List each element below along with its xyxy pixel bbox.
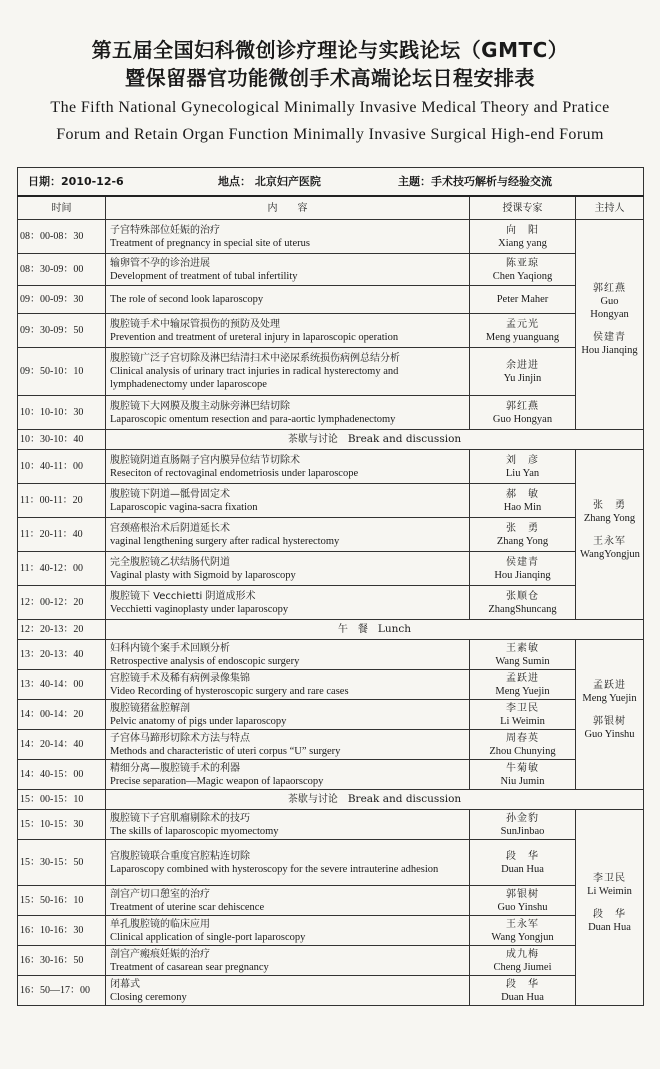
speaker-cell bbox=[470, 946, 576, 976]
session-time: 13：40-14：00 bbox=[18, 670, 106, 700]
break-label-en: Break and discussion bbox=[347, 793, 462, 805]
session-title-zh: 腹腔镜下阴道—骶骨固定术 bbox=[110, 488, 230, 500]
session-title-en: Laparoscopic vagina-sacra fixation bbox=[110, 501, 258, 513]
session-content bbox=[106, 840, 470, 886]
session-content bbox=[106, 760, 470, 790]
session-time: 11：00-11：20 bbox=[18, 484, 106, 518]
info-date: 日期：2010-12-6 bbox=[28, 175, 124, 188]
session-time: 15：10-15：30 bbox=[18, 810, 106, 840]
speaker-name-zh: 王素敏 bbox=[506, 642, 539, 654]
info-place: 地点： 北京妇产医院 bbox=[218, 175, 321, 188]
session-content bbox=[106, 518, 470, 552]
speaker-name-zh: 孟跃进 bbox=[506, 672, 539, 684]
session-title-zh: 腹腔镜阴道直肠隔子宫内膜异位结节切除术 bbox=[110, 454, 300, 466]
speaker-name-zh: 段 华 bbox=[506, 850, 539, 862]
speaker-name-zh: 段 华 bbox=[506, 978, 539, 990]
host-name-en: Zhang Yong bbox=[583, 512, 636, 524]
host-name-en: Li Weimin bbox=[587, 885, 632, 897]
session-time: 08：00-08：30 bbox=[18, 220, 106, 254]
table-row bbox=[18, 760, 644, 790]
session-time: 11：40-12：00 bbox=[18, 552, 106, 586]
session-time: 10：30-10：40 bbox=[18, 430, 106, 450]
session-content bbox=[106, 450, 470, 484]
speaker-cell bbox=[470, 976, 576, 1006]
table-row bbox=[18, 946, 644, 976]
speaker-name-en: ZhangShuncang bbox=[488, 603, 557, 615]
session-content bbox=[106, 886, 470, 916]
speaker-cell bbox=[470, 916, 576, 946]
speaker-name-en: Hou Jianqing bbox=[494, 569, 551, 581]
speaker-name-en: Wang Yongjun bbox=[491, 931, 554, 943]
session-content bbox=[106, 810, 470, 840]
session-title-zh: 单孔腹腔镜的临床应用 bbox=[110, 918, 210, 930]
speaker-name-zh: 郭银树 bbox=[506, 888, 539, 900]
session-title-en: Treatment of casarean sear pregnancy bbox=[110, 961, 269, 973]
table-row bbox=[18, 450, 644, 484]
host-name-en: Hou Jianqing bbox=[581, 345, 638, 356]
session-content bbox=[106, 586, 470, 620]
speaker-name-en: Peter Maher bbox=[496, 294, 549, 305]
session-title-zh: 子宫特殊部位妊娠的治疗 bbox=[110, 224, 220, 236]
break-row bbox=[18, 620, 644, 640]
session-content bbox=[106, 552, 470, 586]
session-time: 14：00-14：20 bbox=[18, 700, 106, 730]
session-content bbox=[106, 640, 470, 670]
speaker-cell bbox=[470, 810, 576, 840]
speaker-name-en: Chen Yaqiong bbox=[492, 270, 553, 282]
speaker-name-en: Yu Jinjin bbox=[503, 372, 542, 384]
info-theme: 主题：手术技巧解析与经验交流 bbox=[398, 175, 552, 188]
session-time: 14：40-15：00 bbox=[18, 760, 106, 790]
host-name-en: Duan Hua bbox=[588, 921, 631, 933]
speaker-name-zh: 孙金豹 bbox=[506, 812, 539, 824]
session-content bbox=[106, 670, 470, 700]
host-name-zh: 王永军 bbox=[593, 535, 626, 547]
session-time: 16：10-16：30 bbox=[18, 916, 106, 946]
session-time: 11：20-11：40 bbox=[18, 518, 106, 552]
table-row bbox=[18, 552, 644, 586]
break-label-en: Break and discussion bbox=[347, 433, 462, 445]
host-name-zh: 李卫民 bbox=[593, 872, 626, 884]
title-en-line-1: The Fifth National Gynecological Minimally Invasive Medical Theory and Pratice bbox=[50, 99, 610, 116]
speaker-name-en: Guo Hongyan bbox=[492, 413, 553, 425]
speaker-name-en: Zhang Yong bbox=[496, 535, 549, 547]
host-name-zh: 孟跃进 bbox=[593, 679, 626, 691]
speaker-cell bbox=[470, 886, 576, 916]
speaker-name-en: Cheng Jiumei bbox=[493, 961, 552, 973]
table-row bbox=[18, 314, 644, 348]
session-time: 12：00-12：20 bbox=[18, 586, 106, 620]
speaker-name-zh: 孟元光 bbox=[506, 318, 539, 330]
speaker-name-zh: 周春英 bbox=[506, 732, 539, 744]
session-title-zh: 输卵管不孕的诊治进展 bbox=[110, 257, 210, 269]
session-title-en: Laparoscopy combined with hysteroscopy for the severe intrauterine adhesion bbox=[110, 863, 439, 875]
schedule-table bbox=[17, 167, 644, 1006]
break-label-zh: 午 餐 bbox=[337, 624, 368, 635]
speaker-name-zh: 张 勇 bbox=[506, 522, 539, 534]
session-title-zh: 腹腔镜猪盆腔解剖 bbox=[110, 702, 190, 714]
break-row bbox=[18, 790, 644, 810]
speaker-name-zh: 郭红燕 bbox=[506, 400, 539, 412]
session-title-zh: 腹腔镜手术中输尿管损伤的预防及处理 bbox=[110, 318, 280, 330]
session-time: 12：20-13：20 bbox=[18, 620, 106, 640]
break-label-zh: 茶歇与讨论 bbox=[287, 434, 338, 445]
session-time: 08：30-09：00 bbox=[18, 254, 106, 286]
session-content bbox=[106, 730, 470, 760]
table-row bbox=[18, 586, 644, 620]
session-title-zh: 完全腹腔镜乙状结肠代阴道 bbox=[110, 556, 230, 568]
info-cell bbox=[18, 168, 644, 197]
speaker-cell bbox=[470, 552, 576, 586]
column-header-row bbox=[18, 196, 644, 220]
session-title-en: Vaginal plasty with Sigmoid by laparoscopy bbox=[110, 569, 296, 581]
session-time: 16：50—17：00 bbox=[18, 976, 106, 1006]
table-row bbox=[18, 640, 644, 670]
session-title-en: The skills of laparoscopic myomectomy bbox=[110, 825, 279, 837]
session-title-en: Video Recording of hysteroscopic surgery and rare cases bbox=[110, 685, 349, 697]
host-cell bbox=[576, 810, 644, 1006]
table-row bbox=[18, 886, 644, 916]
session-title-en: Methods and characteristic of uteri corpus “U” surgery bbox=[110, 745, 341, 757]
session-title-en: The role of second look laparoscopy bbox=[110, 294, 264, 305]
session-time: 15：30-15：50 bbox=[18, 840, 106, 886]
speaker-name-zh: 郝 敏 bbox=[506, 488, 539, 500]
speaker-name-en: Guo Yinshu bbox=[497, 901, 548, 913]
speaker-name-zh: 张顺仓 bbox=[506, 590, 539, 602]
session-title-zh: 宫腹腔镜联合重度宫腔粘连切除 bbox=[110, 850, 250, 862]
info-row bbox=[18, 168, 644, 197]
speaker-cell bbox=[470, 396, 576, 430]
session-content bbox=[106, 314, 470, 348]
session-content bbox=[106, 916, 470, 946]
session-content bbox=[106, 946, 470, 976]
session-time: 16：30-16：50 bbox=[18, 946, 106, 976]
table-row bbox=[18, 840, 644, 886]
break-label bbox=[106, 430, 644, 450]
speaker-name-en: Niu Jumin bbox=[500, 775, 545, 787]
host-cell bbox=[576, 450, 644, 620]
speaker-name-en: SunJinbao bbox=[500, 825, 545, 837]
title-en-line-2: Forum and Retain Organ Function Minimally Invasive Surgical High-end Forum bbox=[56, 126, 604, 143]
session-title-zh: 子宫体马蹄形切除术方法与特点 bbox=[110, 732, 250, 744]
session-time: 09：00-09：30 bbox=[18, 286, 106, 314]
session-title-en: Vecchietti vaginoplasty under laparoscopy bbox=[110, 603, 289, 615]
break-row bbox=[18, 430, 644, 450]
session-content bbox=[106, 484, 470, 518]
speaker-cell bbox=[470, 314, 576, 348]
speaker-cell bbox=[470, 484, 576, 518]
speaker-cell bbox=[470, 760, 576, 790]
speaker-cell bbox=[470, 518, 576, 552]
session-title-zh: 宫腔镜手术及稀有病例录像集锦 bbox=[110, 672, 250, 684]
session-content bbox=[106, 396, 470, 430]
speaker-name-en: Liu Yan bbox=[505, 467, 540, 479]
session-title-en: Closing ceremony bbox=[110, 991, 187, 1003]
host-name-en: Guo Yinshu bbox=[584, 728, 635, 740]
speaker-name-zh: 王永军 bbox=[506, 918, 539, 930]
table-row bbox=[18, 484, 644, 518]
speaker-name-zh: 侯建青 bbox=[506, 556, 539, 568]
session-title-en: Development of treatment of tubal infertility bbox=[110, 270, 298, 282]
session-title-en: Precise separation—Magic weapon of lapaorscopy bbox=[110, 775, 324, 787]
speaker-cell bbox=[470, 348, 576, 396]
table-row bbox=[18, 670, 644, 700]
speaker-name-en: Duan Hua bbox=[501, 991, 544, 1003]
session-time: 13：20-13：40 bbox=[18, 640, 106, 670]
session-title-zh: 闭幕式 bbox=[110, 978, 140, 990]
speaker-name-zh: 牛菊敏 bbox=[506, 762, 539, 774]
host-cell bbox=[576, 640, 644, 790]
table-row bbox=[18, 916, 644, 946]
session-content bbox=[106, 286, 470, 314]
host-name-zh: 侯建青 bbox=[593, 332, 626, 343]
session-content bbox=[106, 348, 470, 396]
speaker-cell bbox=[470, 700, 576, 730]
host-name-zh: 郭红燕 bbox=[593, 283, 626, 294]
session-title-en: Retrospective analysis of endoscopic surgery bbox=[110, 655, 300, 667]
speaker-cell bbox=[470, 730, 576, 760]
session-title-zh: 腹腔镜下 Vecchietti 阴道成形术 bbox=[110, 590, 256, 602]
speaker-cell bbox=[470, 286, 576, 314]
session-time: 09：50-10：10 bbox=[18, 348, 106, 396]
schedule-body bbox=[18, 168, 644, 1006]
col-header-speaker: 授课专家 bbox=[470, 196, 576, 220]
speaker-name-en: Meng Yuejin bbox=[495, 685, 550, 697]
speaker-name-zh: 余进进 bbox=[506, 359, 539, 371]
host-name-zh: 段 华 bbox=[593, 908, 626, 920]
session-title-en: vaginal lengthening surgery after radical hysterectomy bbox=[110, 535, 340, 547]
session-title-en: Reseciton of rectovaginal endometriosis under laparoscope bbox=[110, 467, 359, 479]
speaker-name-zh: 李卫民 bbox=[506, 702, 539, 714]
session-content bbox=[106, 700, 470, 730]
speaker-cell bbox=[470, 254, 576, 286]
host-name-en: Meng Yuejin bbox=[582, 692, 637, 704]
speaker-name-zh: 陈亚琼 bbox=[506, 257, 539, 269]
table-row bbox=[18, 976, 644, 1006]
title-zh-line-2: 暨保留器官功能微创手术高端论坛日程安排表 bbox=[125, 66, 535, 90]
speaker-cell bbox=[470, 670, 576, 700]
table-row bbox=[18, 220, 644, 254]
session-title-en: Clinical analysis of urinary tract injuries in radical hysterectomy and lymphadenectomy under laparoscope bbox=[110, 366, 399, 390]
session-title-en: Pelvic anatomy of pigs under laparoscopy bbox=[110, 715, 287, 727]
session-title-zh: 精细分离—腹腔镜手术的利器 bbox=[110, 762, 240, 774]
session-title-zh: 腹腔镜下大网膜及腹主动脉旁淋巴结切除 bbox=[110, 400, 290, 412]
session-title-en: Prevention and treatment of ureteral injury in laparoscopic operation bbox=[110, 331, 399, 343]
session-title-zh: 腹腔镜广泛子宫切除及淋巴结清扫术中泌尿系统损伤病例总结分析 bbox=[110, 353, 400, 364]
session-title-en: Laparoscopic omentum resection and para-aortic lymphadenectomy bbox=[110, 413, 396, 425]
host-name-zh: 郭银树 bbox=[593, 715, 626, 727]
host-cell bbox=[576, 220, 644, 430]
speaker-name-en: Li Weimin bbox=[500, 715, 545, 727]
col-header-host: 主持人 bbox=[576, 196, 644, 220]
session-title-zh: 剖宫产瘢痕妊娠的治疗 bbox=[110, 948, 210, 960]
session-title-zh: 剖宫产切口憩室的治疗 bbox=[110, 888, 210, 900]
speaker-name-zh: 刘 彦 bbox=[506, 454, 539, 466]
session-time: 15：50-16：10 bbox=[18, 886, 106, 916]
speaker-name-en: Hao Min bbox=[503, 501, 542, 513]
session-title-zh: 腹腔镜下子宫肌瘤剔除术的技巧 bbox=[110, 812, 250, 824]
table-row bbox=[18, 254, 644, 286]
table-row bbox=[18, 348, 644, 396]
table-row bbox=[18, 730, 644, 760]
session-title-en: Clinical application of single-port laparoscopy bbox=[110, 931, 306, 943]
session-time: 10：10-10：30 bbox=[18, 396, 106, 430]
speaker-name-en: Zhou Chunying bbox=[489, 745, 556, 757]
break-label bbox=[106, 790, 644, 810]
host-name-en: WangYongjun bbox=[580, 548, 640, 560]
speaker-name-en: Xiang yang bbox=[498, 237, 547, 249]
session-time: 14：20-14：40 bbox=[18, 730, 106, 760]
table-row bbox=[18, 700, 644, 730]
session-title-zh: 宫颈癌根治术后阴道延长术 bbox=[110, 522, 230, 534]
session-time: 15：00-15：10 bbox=[18, 790, 106, 810]
speaker-cell bbox=[470, 586, 576, 620]
speaker-name-zh: 成九梅 bbox=[506, 948, 539, 960]
session-time: 09：30-09：50 bbox=[18, 314, 106, 348]
session-content bbox=[106, 220, 470, 254]
break-label bbox=[106, 620, 644, 640]
title-zh-line-1: 第五届全国妇科微创诊疗理论与实践论坛（GMTC） bbox=[91, 38, 569, 62]
table-row bbox=[18, 518, 644, 552]
session-content bbox=[106, 976, 470, 1006]
session-time: 10：40-11：00 bbox=[18, 450, 106, 484]
table-row bbox=[18, 396, 644, 430]
session-title-en: Treatment of uterine scar dehiscence bbox=[110, 901, 265, 913]
speaker-cell bbox=[470, 220, 576, 254]
page-header bbox=[0, 0, 660, 146]
col-header-time: 时间 bbox=[18, 196, 106, 220]
break-label-zh: 茶歇与讨论 bbox=[287, 794, 338, 805]
speaker-cell bbox=[470, 450, 576, 484]
speaker-name-en: Duan Hua bbox=[501, 863, 544, 875]
speaker-cell bbox=[470, 840, 576, 886]
session-content bbox=[106, 254, 470, 286]
break-label-en: Lunch bbox=[377, 623, 412, 635]
speaker-cell bbox=[470, 640, 576, 670]
session-title-en: Treatment of pregnancy in special site of uterus bbox=[110, 237, 310, 249]
table-row bbox=[18, 810, 644, 840]
speaker-name-zh: 向 阳 bbox=[506, 224, 539, 236]
session-title-zh: 妇科内镜个案手术回顾分析 bbox=[110, 642, 230, 654]
host-name-zh: 张 勇 bbox=[593, 499, 626, 511]
host-name-en: Guo Hongyan bbox=[590, 296, 629, 320]
speaker-name-en: Meng yuanguang bbox=[485, 331, 560, 343]
table-row bbox=[18, 286, 644, 314]
col-header-content: 内 容 bbox=[106, 196, 470, 220]
speaker-name-en: Wang Sumin bbox=[495, 655, 550, 667]
